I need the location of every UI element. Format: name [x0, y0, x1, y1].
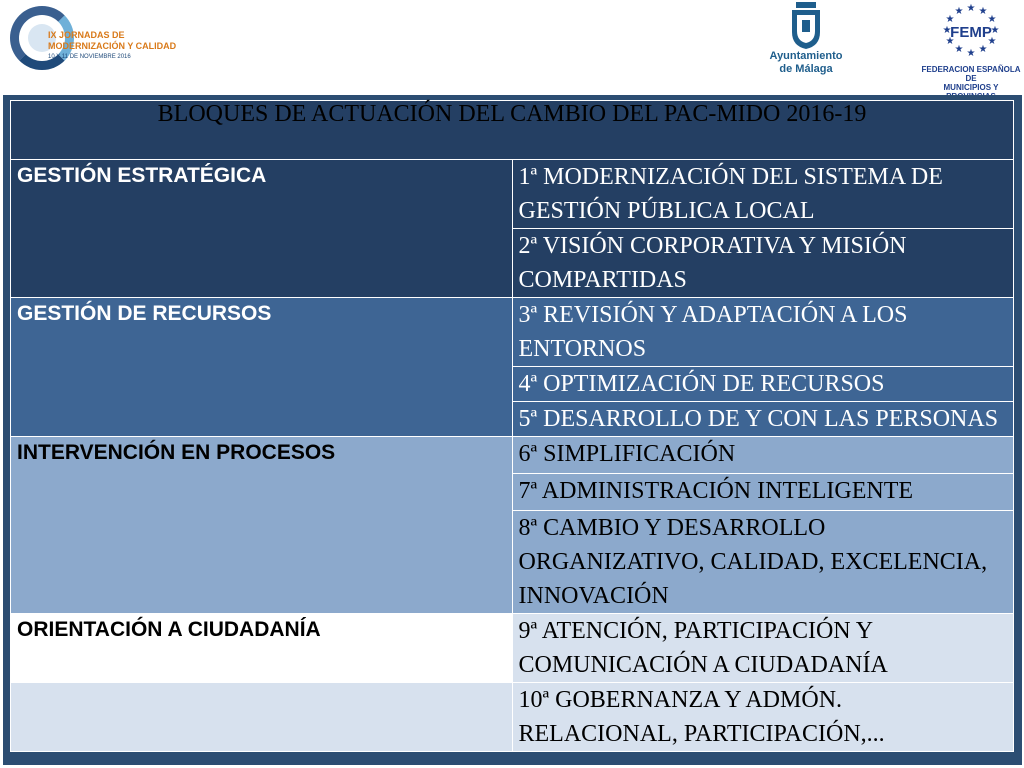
category-gestion-recursos: GESTIÓN DE RECURSOS [11, 298, 513, 437]
femp-logo-line2: MUNICIPIOS Y [943, 83, 999, 92]
table-header-row [11, 101, 1014, 160]
femp-logo-line1: FEDERACION ESPAÑOLA DE [921, 65, 1021, 83]
block-item-8: 8ª CAMBIO Y DESARROLLO ORGANIZATIVO, CALIDAD, EXCELENCIA, INNOVACIÓN [512, 511, 1014, 614]
svg-text:★: ★ [942, 25, 952, 36]
table-row [11, 298, 1014, 367]
malaga-logo [760, 2, 852, 86]
table-row [11, 614, 1014, 683]
block-item-9: 9ª ATENCIÓN, PARTICIPACIÓN Y COMUNICACIÓN A CIUDADANÍA [512, 614, 1014, 683]
femp-logo [918, 2, 1024, 92]
malaga-logo-line2: de Málaga [779, 63, 833, 75]
block-item-7: 7ª ADMINISTRACIÓN INTELIGENTE [512, 474, 1014, 511]
block-item-6: 6ª SIMPLIFICACIÓN [512, 437, 1014, 474]
table-row [11, 683, 1014, 752]
block-item-5: 5ª DESARROLLO DE Y CON LAS PERSONAS [512, 402, 1014, 437]
svg-text:★: ★ [990, 25, 1000, 36]
svg-text:★: ★ [966, 3, 976, 14]
svg-text:★: ★ [987, 36, 997, 47]
category-orientacion-ciudadania: ORIENTACIÓN A CIUDADANÍA [11, 614, 513, 683]
svg-text:★: ★ [945, 36, 955, 47]
action-blocks-table [10, 100, 1014, 752]
svg-text:FEMP: FEMP [950, 24, 992, 41]
svg-text:★: ★ [954, 44, 964, 55]
category-intervencion-procesos: INTERVENCIÓN EN PROCESOS [11, 437, 513, 614]
category-gestion-estrategica: GESTIÓN ESTRATÉGICA [11, 160, 513, 298]
block-item-2: 2ª VISIÓN CORPORATIVA Y MISIÓN COMPARTIDAS [512, 229, 1014, 298]
block-item-1: 1ª MODERNIZACIÓN DEL SISTEMA DE GESTIÓN PÚBLICA LOCAL [512, 160, 1014, 229]
malaga-logo-line1: Ayuntamiento [769, 50, 843, 62]
malaga-shield-icon [788, 2, 824, 50]
svg-text:★: ★ [966, 48, 976, 59]
event-logo-line2: MODERNIZACIÓN Y CALIDAD [48, 41, 177, 51]
femp-stars-icon [939, 2, 1003, 60]
block-item-10: 10ª GOBERNANZA Y ADMÓN. RELACIONAL, PARTICIPACIÓN,... [512, 683, 1014, 752]
event-logo [10, 4, 177, 84]
event-logo-line3: 10 Y 11 DE NOVIEMBRE 2016 [48, 54, 131, 60]
block-item-4: 4ª OPTIMIZACIÓN DE RECURSOS [512, 367, 1014, 402]
block-item-3: 3ª REVISIÓN Y ADAPTACIÓN A LOS ENTORNOS [512, 298, 1014, 367]
table-title: BLOQUES DE ACTUACIÓN DEL CAMBIO DEL PAC-MIDO 2016-19 [11, 101, 1014, 160]
svg-text:★: ★ [954, 6, 964, 17]
svg-text:★: ★ [978, 6, 988, 17]
svg-text:★: ★ [945, 14, 955, 25]
svg-text:★: ★ [978, 44, 988, 55]
event-logo-line1: IX JORNADAS DE [48, 30, 125, 40]
svg-text:★: ★ [987, 14, 997, 25]
table-row [11, 160, 1014, 229]
table-row [11, 437, 1014, 474]
